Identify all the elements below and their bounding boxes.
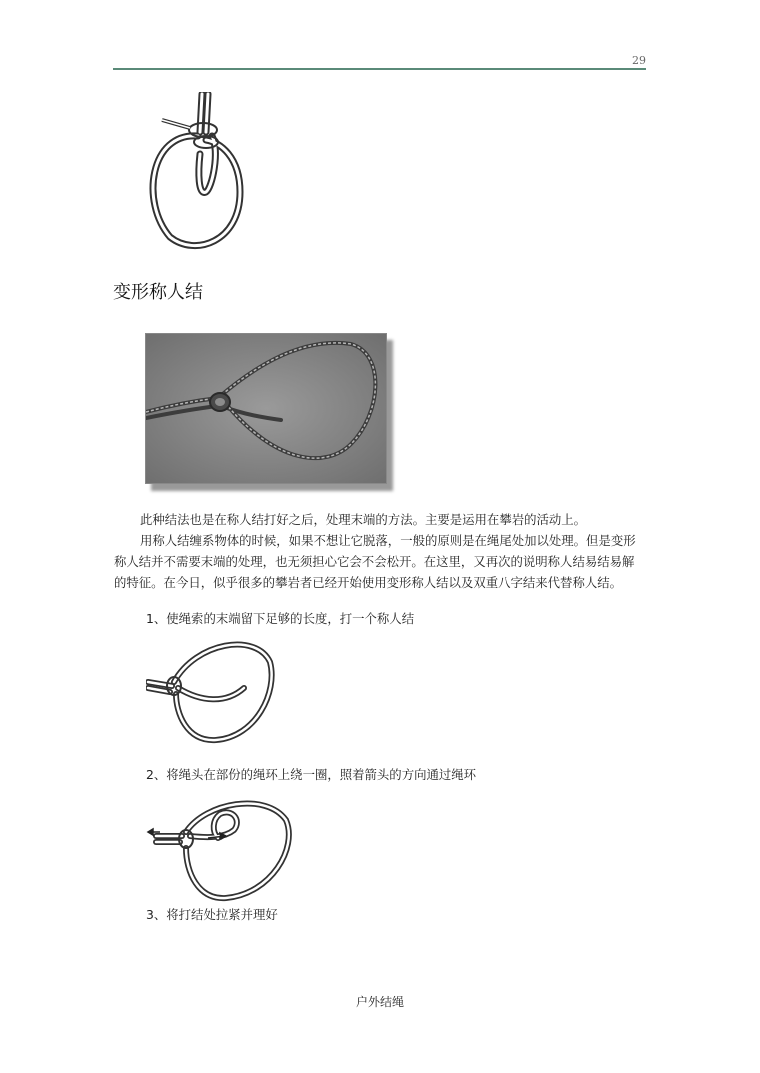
body-text: [114, 509, 644, 593]
knot-loop-illustration: [140, 92, 250, 252]
step-1-text: 1、使绳索的末端留下足够的长度，打一个称人结: [146, 611, 415, 626]
step-2-illustration: [146, 792, 296, 902]
paragraph: 此种结法也是在称人结打好之后，处理末端的方法。主要是运用在攀岩的活动上。: [140, 512, 587, 527]
header-rule: [113, 68, 646, 70]
footer-title: 户外结绳: [355, 995, 404, 1009]
step-1-illustration: [146, 632, 276, 744]
paragraph: 用称人结缠系物体的时候，如果不想让它脱落，一般的原则是在绳尾处加以处理。但是变形称人结并不需要末端的处理，也无须担心它会不会松开。在这里，又再次的说明称人结易结易解的特征。在今日，似乎很多的攀岩者已经开始使用变形称人结以及双重八字结来代替称人结。: [114, 533, 636, 590]
step-3-text: 3、将打结处拉紧并理好: [146, 907, 278, 922]
knot-photo: [145, 333, 387, 484]
step-2-text: 2、将绳头在部份的绳环上绕一圈，照着箭头的方向通过绳环: [146, 767, 477, 782]
section-title: 变形称人结: [113, 282, 203, 303]
page-number: 29: [632, 54, 646, 67]
